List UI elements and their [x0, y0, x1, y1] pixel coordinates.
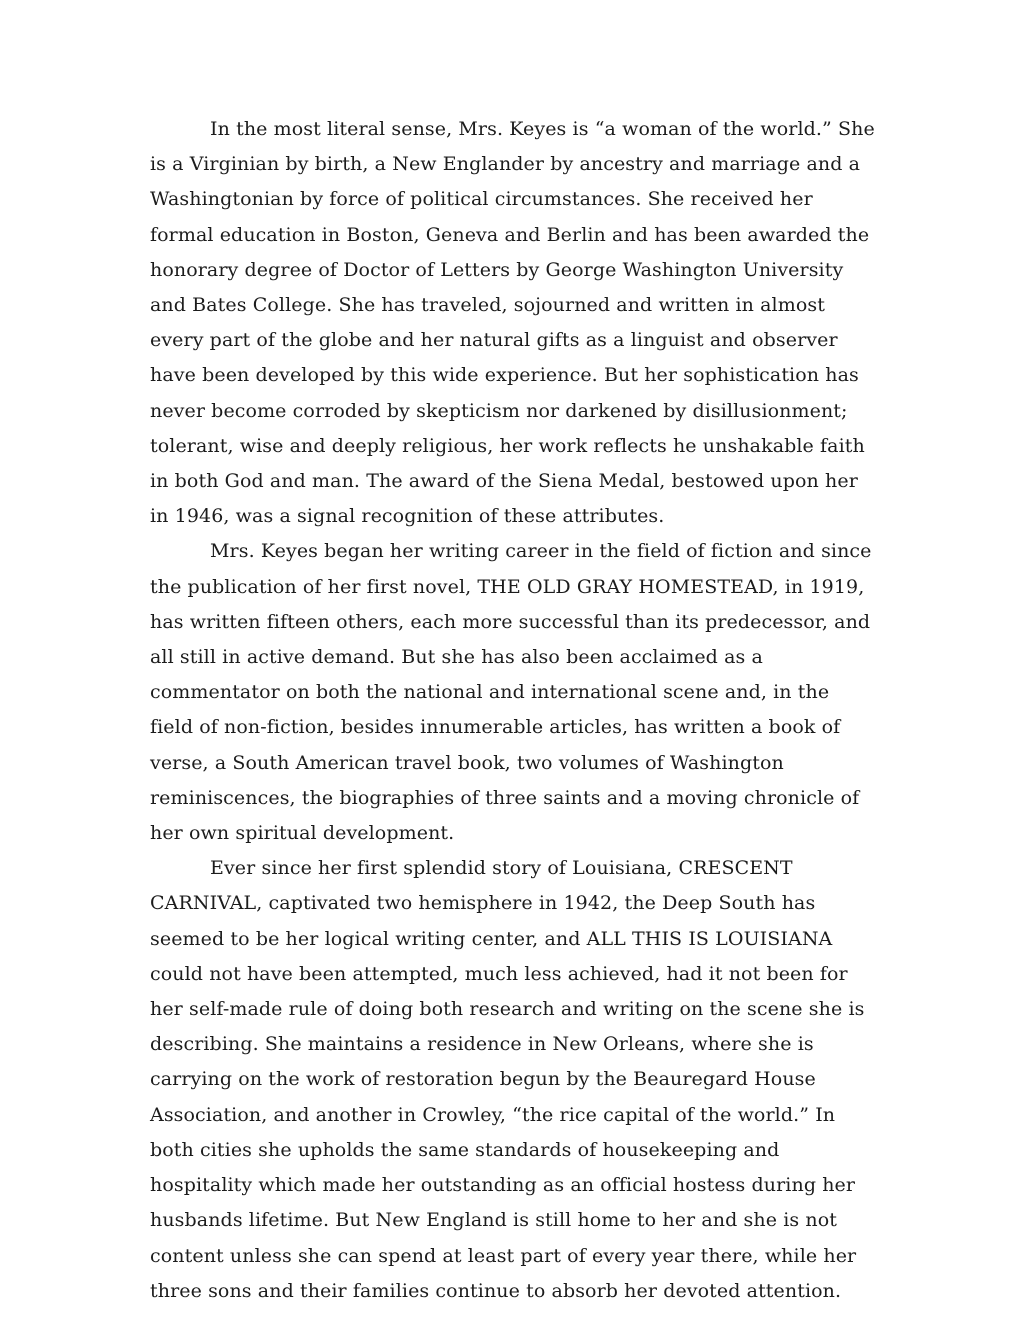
paragraph-louisiana-residences: Ever since her first splendid story of Louisiana, CRESCENT CARNIVAL, captivated two hemisphere in 1942, the Deep South has seemed to be her logical writing center, and ALL THIS IS LOUISIANA could not have been attempted, much less achieved, had it not been for her self-made rule of doing both research and writing on the scene she is describing. She maintains a residence in New Orleans, where she is carrying on the work of restoration begun by the Beauregard House Association, and another in Crowley, “the rice capital of the world.” In both cities she upholds the same standards of housekeeping and hospitality which made her outstanding as an official hostess during her husbands lifetime. But New England is still home to her and she is not content unless she can spend at least part of every year there, while her three sons and their families continue to absorb her devoted attention.: [150, 857, 865, 1302]
paragraph-biography-overview: In the most literal sense, Mrs. Keyes is “a woman of the world.” She is a Virginian by birth, a New Englander by ancestry and marriage and a Washingtonian by force of political circumstances. She received her formal education in Boston, Geneva and Berlin and has been awarded the honorary degree of Doctor of Letters by George Washington University and Bates College. She has traveled, sojourned and written in almost every part of the globe and her natural gifts as a linguist and observer have been developed by this wide experience. But her sophistication has never become corroded by skepticism nor darkened by disillusionment; tolerant, wise and deeply religious, her work reflects he unshakable faith in both God and man. The award of the Siena Medal, bestowed upon her in 1946, was a signal recognition of these attributes.: [150, 118, 875, 528]
paragraph-writing-career: Mrs. Keyes began her writing career in the field of fiction and since the publication of her first novel, THE OLD GRAY HOMESTEAD, in 1919, has written fifteen others, each more successful than its predecessor, and all still in active demand. But she has also been acclaimed as a commentator on both the national and international scene and, in the field of non-fiction, besides innumerable articles, has written a book of verse, a South American travel book, two volumes of Washington reminiscences, the biographies of three saints and a moving chronicle of her own spiritual development.: [150, 540, 872, 845]
document-text-block: [150, 112, 876, 1309]
